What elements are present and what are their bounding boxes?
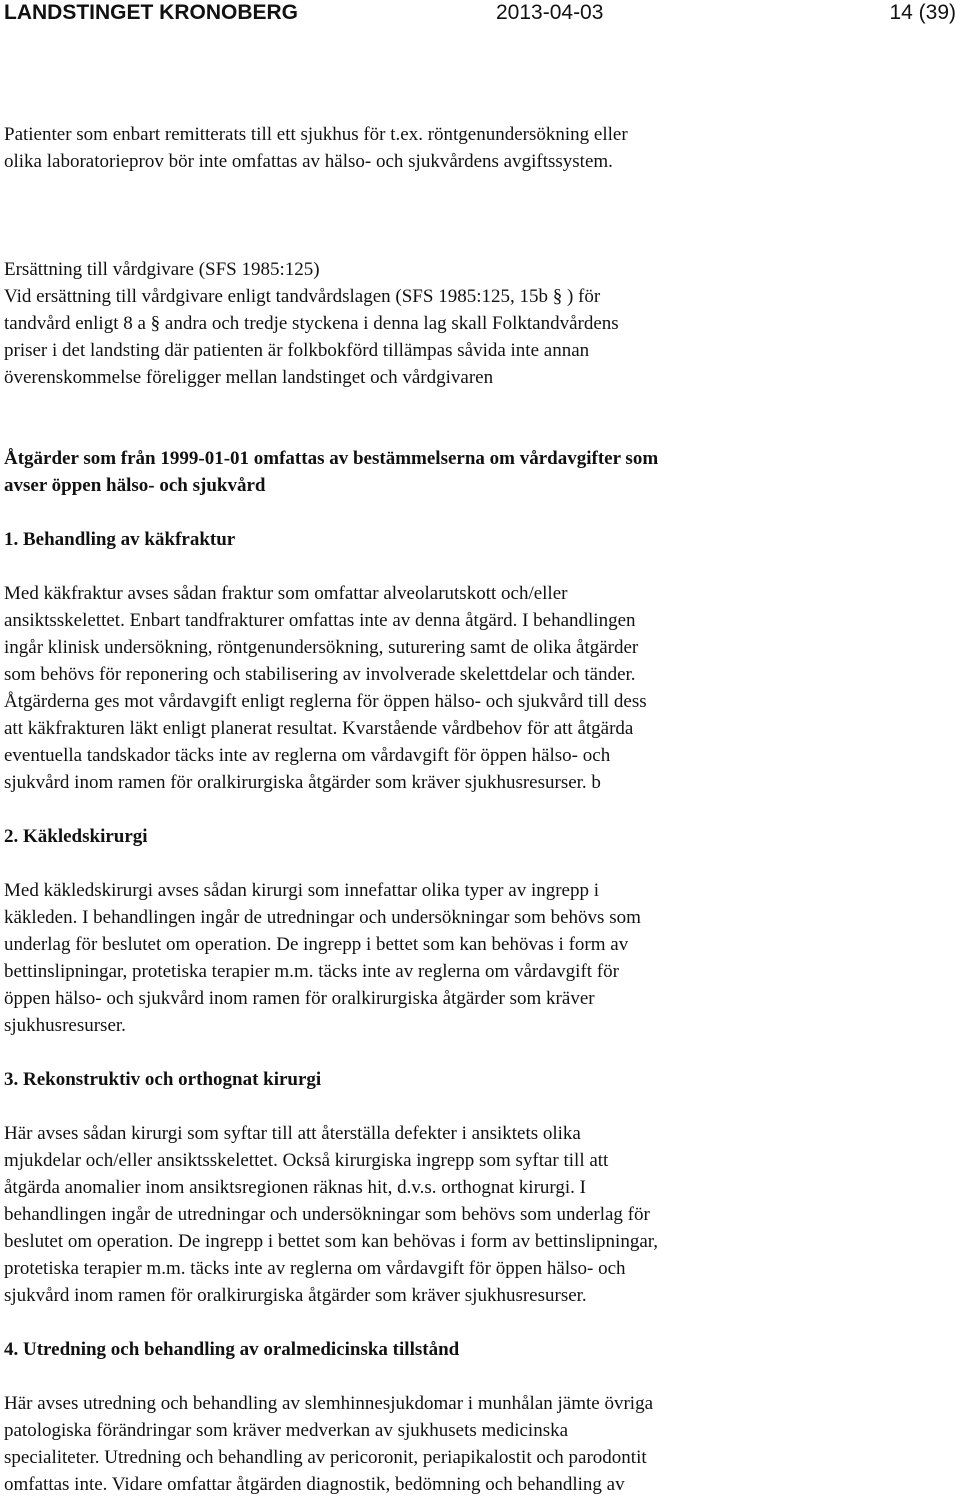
section-heading: 4. Utredning och behandling av oralmedicinska tillstånd <box>4 1339 460 1360</box>
document-body <box>4 121 956 1498</box>
text-line: specialiteter. Utredning och behandling av pericoronit, periapikalostit och parodontit <box>4 1447 647 1468</box>
text-line: tandvård enligt 8 a § andra och tredje styckena i denna lag skall Folktandvårdens <box>4 313 619 334</box>
text-line: mjukdelar och/eller ansiktsskelettet. Också kirurgiska ingrepp som syftar till att <box>4 1150 609 1171</box>
section-heading: 1. Behandling av käkfraktur <box>4 529 236 550</box>
text-line: Vid ersättning till vårdgivare enligt tandvårdslagen (SFS 1985:125, 15b § ) för <box>4 286 601 307</box>
section-heading: 3. Rekonstruktiv och orthognat kirurgi <box>4 1069 322 1090</box>
text-line: behandlingen ingår de utredningar och undersökningar som behövs som underlag för <box>4 1204 650 1225</box>
ersattning-heading: Ersättning till vårdgivare (SFS 1985:125) <box>4 259 320 280</box>
text-line: som behövs för reponering och stabilisering av involverade skelettdelar och tänder. <box>4 664 636 685</box>
section-kakledskirurgi <box>4 823 956 1039</box>
section-rekonstruktiv-kirurgi <box>4 1066 956 1309</box>
text-line: ingår klinisk undersökning, röntgenundersökning, suturering samt de olika åtgärder <box>4 637 639 658</box>
page-header <box>0 0 960 30</box>
section-heading: 2. Käkledskirurgi <box>4 826 148 847</box>
document-date: 2013-04-03 <box>496 1 604 24</box>
section-kakfraktur <box>4 526 956 796</box>
text-line: Patienter som enbart remitterats till ett sjukhus för t.ex. röntgenundersökning eller <box>4 124 628 145</box>
text-line: beslutet om operation. De ingrepp i bettet som kan behövas i form av bettinslipningar, <box>4 1231 659 1252</box>
text-line: Här avses sådan kirurgi som syftar till att återställa defekter i ansiktets olika <box>4 1123 581 1144</box>
text-line: olika laboratorieprov bör inte omfattas av hälso- och sjukvårdens avgiftssystem. <box>4 151 613 172</box>
ersattning-section <box>4 256 956 391</box>
text-line: priser i det landsting där patienten är folkbokförd tillämpas såvida inte annan <box>4 340 590 361</box>
text-line: Åtgärderna ges mot vårdavgift enligt reglerna för öppen hälso- och sjukvård till dess <box>4 691 647 712</box>
text-line: att käkfrakturen läkt enligt planerat resultat. Kvarstående vårdbehov för att åtgärda <box>4 718 634 739</box>
text-line: sjukhusresurser. <box>4 1015 126 1036</box>
text-line: patologiska förändringar som kräver medverkan av sjukhusets medicinska <box>4 1420 569 1441</box>
text-line: underlag för beslutet om operation. De ingrepp i bettet som kan behövas i form av <box>4 934 629 955</box>
heading-line: Åtgärder som från 1999-01-01 omfattas av bestämmelserna om vårdavgifter som <box>4 448 659 469</box>
organization-name: LANDSTINGET KRONOBERG <box>4 1 298 24</box>
text-line: sjukvård inom ramen för oralkirurgiska åtgärder som kräver sjukhusresurser. b <box>4 772 601 793</box>
text-line: bettinslipningar, protetiska terapier m.m. täcks inte av reglerna om vårdavgift för <box>4 961 619 982</box>
text-line: öppen hälso- och sjukvård inom ramen för oralkirurgiska åtgärder som kräver <box>4 988 595 1009</box>
intro-paragraph <box>4 121 956 175</box>
text-line: ansiktsskelettet. Enbart tandfrakturer omfattas inte av denna åtgärd. I behandlingen <box>4 610 636 631</box>
text-line: protetiska terapier m.m. täcks inte av reglerna om vårdavgift för öppen hälso- och <box>4 1258 626 1279</box>
text-line: åtgärda anomalier inom ansiktsregionen räknas hit, d.v.s. orthognat kirurgi. I <box>4 1177 586 1198</box>
text-line: omfattas inte. Vidare omfattar åtgärden diagnostik, bedömning och behandling av <box>4 1474 625 1495</box>
text-line: käkleden. I behandlingen ingår de utredningar och undersökningar som behövs som <box>4 907 641 928</box>
heading-line: avser öppen hälso- och sjukvård <box>4 475 266 496</box>
text-line: Här avses utredning och behandling av slemhinnesjukdomar i munhålan jämte övriga <box>4 1393 653 1414</box>
section-oralmedicin <box>4 1336 956 1498</box>
atgarder-heading <box>4 445 956 499</box>
text-line: sjukvård inom ramen för oralkirurgiska åtgärder som kräver sjukhusresurser. <box>4 1285 587 1306</box>
text-line: eventuella tandskador täcks inte av reglerna om vårdavgift för öppen hälso- och <box>4 745 611 766</box>
text-line: överenskommelse föreligger mellan landstinget och vårdgivaren <box>4 367 494 388</box>
text-line: Med käkfraktur avses sådan fraktur som omfattar alveolarutskott och/eller <box>4 583 568 604</box>
page-number: 14 (39) <box>889 1 956 24</box>
text-line: Med käkledskirurgi avses sådan kirurgi som innefattar olika typer av ingrepp i <box>4 880 600 901</box>
